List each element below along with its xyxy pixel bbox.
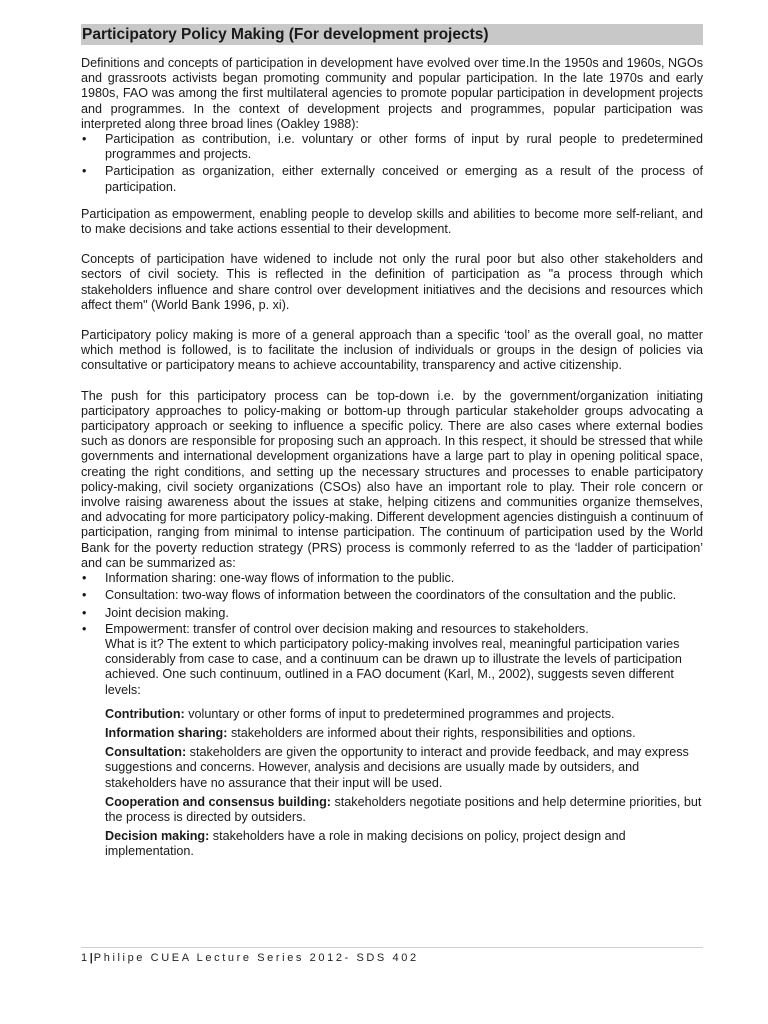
page-number: 1	[81, 952, 90, 964]
level-item	[105, 829, 703, 859]
list-item: • Participation as organization, either externally conceived or emerging as a result of the process of participation.	[81, 164, 703, 194]
level-item	[105, 726, 703, 741]
level-description: voluntary or other forms of input to predetermined programmes and projects.	[184, 706, 615, 721]
footer-separator: |	[89, 952, 94, 964]
participation-levels	[81, 707, 703, 860]
list-item: • Empowerment: transfer of control over decision making and resources to stakeholders.	[81, 622, 703, 637]
footer-text: Philipe CUEA Lecture Series 2012- SDS 402	[93, 952, 419, 964]
document-page	[81, 24, 703, 864]
page-footer	[81, 952, 419, 964]
empowerment-paragraph: Participation as empowerment, enabling people to develop skills and abilities to become more self-reliant, and to make decisions and take actions essential to their development.	[81, 206, 703, 237]
bullet-list-ladder	[81, 571, 703, 637]
level-term: Contribution:	[105, 706, 185, 721]
level-description: stakeholders have a role in making decisions on policy, project design and implementation.	[105, 829, 626, 859]
level-description: stakeholders negotiate positions and help determine priorities, but the process is directed by outsiders.	[105, 794, 702, 824]
level-description: stakeholders are given the opportunity to interact and provide feedback, and may express suggestions and concerns. However, analysis and decisions are usually made by outsiders, and stakeholders have no assurance that their input will be used.	[105, 745, 689, 790]
list-item: • Joint decision making.	[81, 606, 703, 621]
level-term: Cooperation and consensus building:	[105, 794, 331, 809]
level-description: stakeholders are informed about their rights, responsibilities and options.	[227, 725, 636, 740]
bullet-list-oakley	[81, 132, 703, 195]
level-term: Decision making:	[105, 829, 210, 844]
list-item: • Information sharing: one-way flows of information to the public.	[81, 571, 703, 586]
level-item	[105, 745, 703, 791]
intro-paragraph: Definitions and concepts of participation in development have evolved over time.In the 1950s and 1960s, NGOs and grassroots activists began promoting community and popular participation. In the late 1970s and early 1980s, FAO was among the first multilateral agencies to promote popular participation in development projects and programmes. In the context of development projects and programmes, popular participation was interpreted along three broad lines (Oakley 1988):	[81, 56, 703, 131]
level-item	[105, 795, 703, 825]
what-is-it-paragraph: What is it? The extent to which participatory policy-making involves real, meaningful participation varies considerably from case to case, and a continuum can be drawn up to illustrate the levels of participation achieved. One such continuum, outlined in a FAO document (Karl, M., 2002), suggests seven different levels:	[105, 636, 682, 697]
footer-divider	[81, 947, 703, 948]
policy-paragraph: Participatory policy making is more of a general approach than a specific ‘tool’ as the overall goal, no matter which method is followed, is to facilitate the inclusion of individuals or groups in the design of policies via consultative or participatory means to achieve accountability, transparency and active citizenship.	[81, 328, 703, 373]
level-term: Information sharing:	[105, 725, 228, 740]
level-item	[105, 707, 703, 722]
list-item: • Participation as contribution, i.e. voluntary or other forms of input by rural people to predetermined programmes and projects.	[81, 132, 703, 162]
concepts-paragraph: Concepts of participation have widened to include not only the rural poor but also other stakeholders and sectors of civil society. This is reflected in the definition of participation as "a process through which stakeholders influence and share control over development initiatives and the decisions and resources which affect them" (World Bank 1996, p. xi).	[81, 252, 703, 312]
push-paragraph: The push for this participatory process can be top-down i.e. by the government/organization initiating participatory approaches to policy-making or bottom-up through particular stakeholder groups advocating a participatory approach or seeking to influence a specific policy. There are also cases where external bodies such as donors are responsible for proposing such an approach. In this respect, it should be stressed that while governments and international development organizations have a large part to play in opening political space, creating the right conditions, and setting up the necessary structures and processes to enable participatory policy-making, civil society organizations (CSOs) also have an important role to play. Their role concern or involve raising awareness about the issues at stake, helping citizens and communities organize themselves, and advocating for more participatory policy-making. Different development agencies distinguish a continuum of participation, ranging from minimal to intense participation. The continuum of participation used by the World Bank for the poverty reduction strategy (PRS) process is commonly referred to as the ‘ladder of participation’ and can be summarized as:	[81, 388, 703, 570]
list-item: • Consultation: two-way flows of information between the coordinators of the consultation and the public.	[81, 588, 703, 603]
level-term: Consultation:	[105, 745, 187, 760]
document-title: Participatory Policy Making (For development projects)	[81, 24, 703, 45]
